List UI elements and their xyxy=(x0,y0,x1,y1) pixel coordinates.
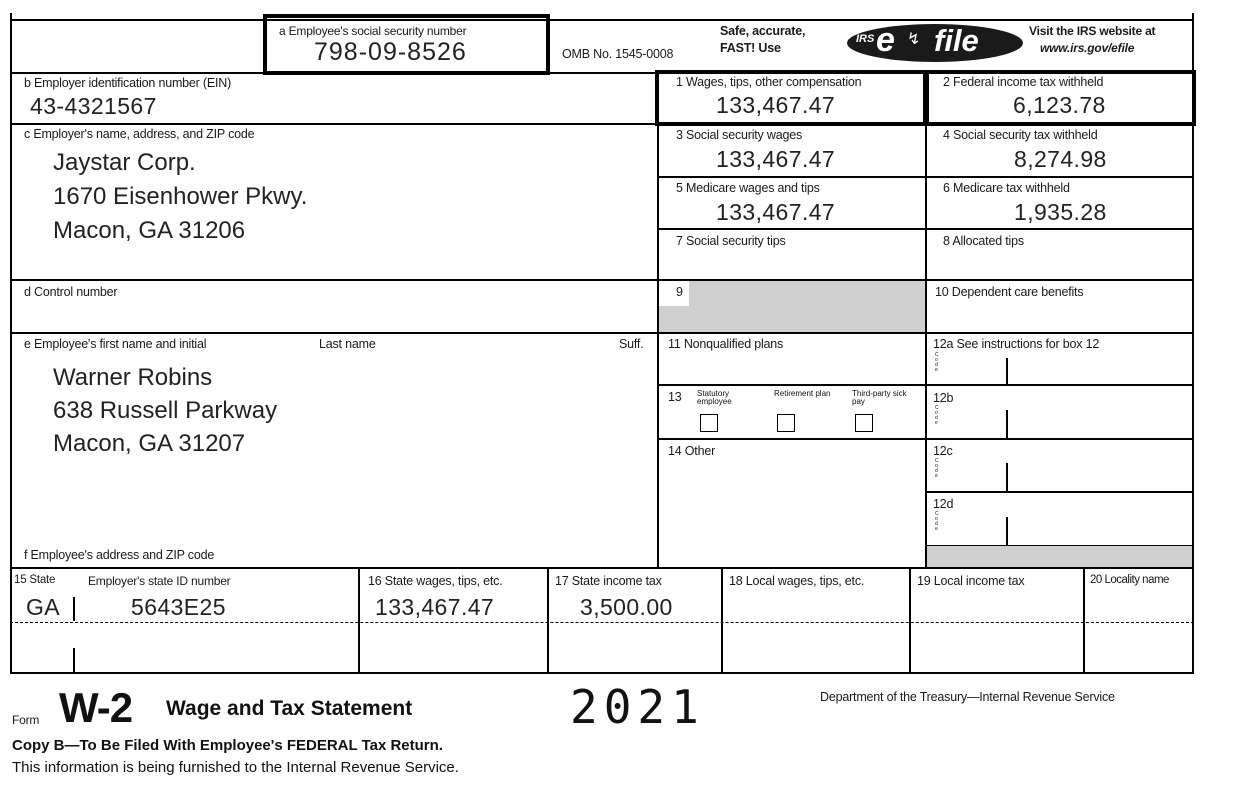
box6-value: 1,935.28 xyxy=(1014,199,1107,225)
box11-label: 11 Nonqualified plans xyxy=(668,337,784,351)
employer-address: 1670 Eisenhower Pkwy. xyxy=(53,183,308,210)
retirement-plan-checkbox[interactable] xyxy=(777,414,795,432)
employee-address: 638 Russell Parkway xyxy=(53,397,278,424)
box12c-label: 12c xyxy=(933,444,953,458)
efile-logo-file: file xyxy=(934,23,979,58)
box3-value: 133,467.47 xyxy=(716,146,836,172)
box1-label: 1 Wages, tips, other compensation xyxy=(676,75,862,89)
box19-label: 19 Local income tax xyxy=(917,574,1025,588)
box20-label: 20 Locality name xyxy=(1090,574,1169,586)
efile-tagline-2: FAST! Use xyxy=(720,41,781,55)
tax-year: 2021 xyxy=(570,680,705,734)
lightning-icon: ↯ xyxy=(907,31,921,48)
box15-state-id-label: Employer's state ID number xyxy=(88,574,231,588)
box8-label: 8 Allocated tips xyxy=(943,234,1024,248)
state-code: GA xyxy=(26,594,61,620)
ssn-label: a Employee's social security number xyxy=(279,24,467,38)
efile-logo-e: e xyxy=(876,21,895,59)
box16-value: 133,467.47 xyxy=(375,594,495,620)
statutory-employee-checkbox[interactable] xyxy=(700,414,718,432)
box12b-code-label: C o d e xyxy=(935,405,939,426)
employer-label: c Employer's name, address, and ZIP code xyxy=(24,127,255,141)
form-name: W-2 xyxy=(59,684,133,731)
control-number-label: d Control number xyxy=(24,285,118,299)
box13-label: 13 xyxy=(668,390,682,404)
box18-label: 18 Local wages, tips, etc. xyxy=(729,574,865,588)
efile-logo-irs: IRS xyxy=(856,33,875,45)
ein-value: 43-4321567 xyxy=(30,93,157,119)
box16-label: 16 State wages, tips, etc. xyxy=(368,574,503,588)
box3-label: 3 Social security wages xyxy=(676,128,803,142)
omb-number: OMB No. 1545-0008 xyxy=(562,47,674,61)
retirement-plan-label: Retirement plan xyxy=(774,389,831,398)
box4-label: 4 Social security tax withheld xyxy=(943,128,1098,142)
box5-label: 5 Medicare wages and tips xyxy=(676,181,820,195)
box17-label: 17 State income tax xyxy=(555,574,662,588)
efile-logo xyxy=(846,23,1024,63)
employee-name: Warner Robins xyxy=(53,364,213,391)
ssn-value: 798-09-8526 xyxy=(314,38,467,66)
box12d-code-label: C o d e xyxy=(935,511,939,532)
box12a-code-label: C o d e xyxy=(935,352,939,373)
box17-value: 3,500.00 xyxy=(580,594,673,620)
form-title: Wage and Tax Statement xyxy=(166,697,413,720)
box12a-label: 12a See instructions for box 12 xyxy=(933,337,1100,351)
last-name-label: Last name xyxy=(319,337,376,351)
form-word: Form xyxy=(12,713,40,727)
box12c-code-label: C o d e xyxy=(935,458,939,479)
visit-irs-url: www.irs.gov/efile xyxy=(1040,41,1135,55)
box10-label: 10 Dependent care benefits xyxy=(935,285,1084,299)
employee-city: Macon, GA 31207 xyxy=(53,430,246,457)
department-line: Department of the Treasury—Internal Revenue Service xyxy=(820,690,1115,704)
third-party-sick-pay-label: Third-party sick pay xyxy=(852,389,907,406)
box6-label: 6 Medicare tax withheld xyxy=(943,181,1070,195)
box12d-label: 12d xyxy=(933,497,954,511)
efile-tagline-1: Safe, accurate, xyxy=(720,24,806,38)
employer-city: Macon, GA 31206 xyxy=(53,217,246,244)
box9-label: 9 xyxy=(676,285,683,299)
employee-address-label: f Employee's address and ZIP code xyxy=(24,548,215,562)
box12b-label: 12b xyxy=(933,391,954,405)
copy-b-line: Copy B—To Be Filed With Employee's FEDERAL Tax Return. xyxy=(12,737,443,754)
employer-name: Jaystar Corp. xyxy=(53,149,196,176)
statutory-employee-label: Statutory employee xyxy=(697,389,732,406)
ein-label: b Employer identification number (EIN) xyxy=(24,76,232,90)
suffix-label: Suff. xyxy=(619,337,644,351)
box1-value: 133,467.47 xyxy=(716,92,836,118)
box2-value: 6,123.78 xyxy=(1013,92,1106,118)
visit-irs-line-1: Visit the IRS website at xyxy=(1029,24,1156,38)
box14-label: 14 Other xyxy=(668,444,716,458)
box7-label: 7 Social security tips xyxy=(676,234,786,248)
box5-value: 133,467.47 xyxy=(716,199,836,225)
third-party-sick-pay-checkbox[interactable] xyxy=(855,414,873,432)
box15-state-label: 15 State xyxy=(14,574,56,586)
employee-name-label: e Employee's first name and initial xyxy=(24,337,207,351)
state-id: 5643E25 xyxy=(131,594,226,620)
info-line: This information is being furnished to the Internal Revenue Service. xyxy=(12,759,459,776)
box4-value: 8,274.98 xyxy=(1014,146,1107,172)
box2-label: 2 Federal income tax withheld xyxy=(943,75,1104,89)
